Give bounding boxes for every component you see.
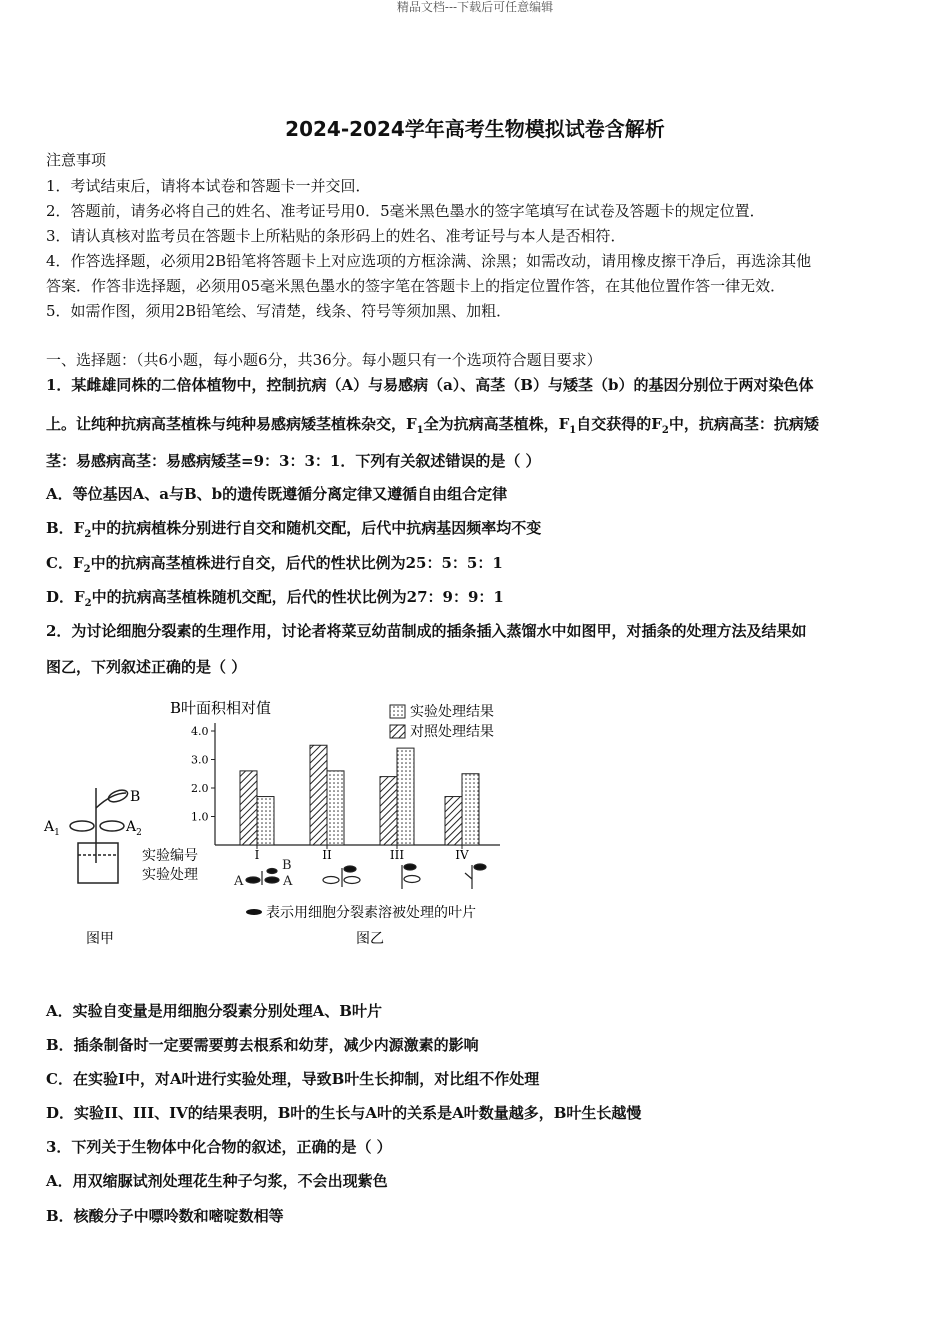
page-header: 精品文档---下载后可任意编辑 bbox=[396, 0, 554, 14]
notice-item-2: 2．答题前，请务必将自己的姓名、准考证号用0．5毫米黑色墨水的签字笔填写在试卷及答题卡的规定位置． bbox=[46, 202, 765, 220]
legend-label-control: 对照处理结果 bbox=[410, 724, 494, 740]
label-a2: $A_2$ bbox=[126, 819, 142, 838]
label-a1: $A_1$ bbox=[44, 819, 60, 838]
svg-text:A: A bbox=[283, 874, 293, 889]
q1-option-b: B．$F_2$中的抗病植株分别进行自交和随机交配，后代中抗病基因频率均不变 bbox=[46, 519, 542, 540]
q1-stem-line2: 上。让纯种抗病高茎植株与纯种易感病矮茎植株杂交，$F_1$全为抗病高茎植株，$F_1$自交获得的$F_2$中，抗病高茎：抗病矮 bbox=[46, 415, 819, 436]
figure-b-caption: 图乙 bbox=[356, 931, 384, 947]
q2-option-a: A．实验自变量是用细胞分裂素分别处理A、B叶片 bbox=[46, 1002, 382, 1020]
treatment-diagram-1 bbox=[233, 858, 293, 889]
bar-experiment-II bbox=[327, 771, 344, 845]
q3-stem: 3．下列关于生物体中化合物的叙述，正确的是（ ） bbox=[46, 1138, 392, 1156]
section-heading: 一、选择题：（共6小题，每小题6分，共36分。每小题只有一个选项符合题目要求） bbox=[46, 351, 602, 369]
x-category-label: II bbox=[322, 848, 332, 862]
q1-stem-line3: 茎：易感病高茎：易感病矮茎=9：3：3：1．下列有关叙述错误的是（ ） bbox=[46, 452, 541, 470]
treatment-note bbox=[246, 904, 476, 921]
legend-swatch-control bbox=[390, 725, 405, 738]
plant-cutting-diagram bbox=[70, 788, 129, 883]
treatment-diagram-2 bbox=[323, 866, 360, 887]
leaf-a2 bbox=[100, 821, 124, 831]
bar-experiment-III bbox=[397, 748, 414, 845]
q2-option-d: D．实验II、III、IV的结果表明，B叶的生长与A叶的关系是A叶数量越多，B叶生长越慢 bbox=[46, 1104, 642, 1122]
q1-option-a: A．等位基因A、a与B、b的遗传既遵循分离定律又遵循自由组合定律 bbox=[46, 485, 508, 503]
q1-option-d: D．$F_2$中的抗病高茎植株随机交配，后代的性状比例为27：9：9：1 bbox=[46, 588, 504, 609]
notice-item-1: 1．考试结束后，请将本试卷和答题卡一并交回． bbox=[46, 177, 371, 195]
x-category-label: IV bbox=[455, 848, 469, 862]
y-tick-label: 4.0 bbox=[191, 725, 209, 738]
q1-option-c: C．$F_2$中的抗病高茎植株进行自交，后代的性状比例为25：5：5：1 bbox=[46, 554, 503, 575]
treatment-diagrams bbox=[233, 858, 486, 889]
row-label-experiment-id: 实验编号 bbox=[142, 848, 198, 864]
chart-legend bbox=[390, 703, 494, 740]
y-tick-label: 1.0 bbox=[191, 810, 209, 824]
label-b: B bbox=[130, 789, 141, 805]
y-tick-label: 2.0 bbox=[191, 782, 209, 795]
treatment-diagram-3 bbox=[402, 864, 420, 889]
beaker bbox=[78, 843, 118, 883]
chart-y-label: B叶面积相对值 bbox=[170, 699, 272, 717]
bar-control-III bbox=[380, 777, 397, 845]
svg-text:A: A bbox=[234, 874, 244, 889]
row-label-treatment: 实验处理 bbox=[142, 867, 198, 883]
x-category-label: III bbox=[389, 848, 405, 862]
legend-swatch-experiment bbox=[390, 705, 405, 718]
svg-text:B: B bbox=[282, 858, 292, 873]
q2-option-c: C．在实验I中，对A叶进行实验处理，导致B叶生长抑制，对比组不作处理 bbox=[46, 1070, 540, 1088]
notice-heading: 注意事项 bbox=[46, 151, 107, 169]
y-tick-label: 3.0 bbox=[191, 753, 209, 767]
bar-control-I bbox=[240, 771, 257, 845]
page-title: 2024-2024学年高考生物模拟试卷含解析 bbox=[285, 117, 665, 141]
legend-label-experiment: 实验处理结果 bbox=[410, 704, 494, 720]
svg-text:表示用细胞分裂素溶被处理的叶片: 表示用细胞分裂素溶被处理的叶片 bbox=[266, 905, 476, 921]
q3-option-b: B．核酸分子中嘌呤数和嘧啶数相等 bbox=[46, 1207, 284, 1225]
treatment-diagram-4 bbox=[465, 864, 486, 889]
bar-experiment-IV bbox=[462, 774, 479, 845]
figure-a-caption: 图甲 bbox=[86, 931, 114, 947]
q3-option-a: A．用双缩脲试剂处理花生种子匀浆，不会出现紫色 bbox=[46, 1172, 388, 1190]
q2-stem-line2: 图乙，下列叙述正确的是（ ） bbox=[46, 658, 247, 676]
q2-option-b: B．插条制备时一定要需要剪去根系和幼芽，减少内源激素的影响 bbox=[46, 1036, 479, 1054]
leaf-b bbox=[107, 788, 129, 804]
notice-item-4: 4．作答选择题，必须用2B铅笔将答题卡上对应选项的方框涂满、涂黑；如需改动，请用橡皮擦干净后，再选涂其他 bbox=[46, 252, 812, 270]
notice-item-3: 3．请认真核对监考员在答题卡上所粘贴的条形码上的姓名、准考证号与本人是否相符． bbox=[46, 227, 626, 245]
x-category-label: I bbox=[254, 848, 260, 862]
bar-control-IV bbox=[445, 797, 462, 845]
notice-item-4-cont: 答案．作答非选择题，必须用05毫米黑色墨水的签字笔在答题卡上的指定位置作答，在其他位置作答一律无效． bbox=[46, 277, 786, 295]
q2-stem-line1: 2．为讨论细胞分裂素的生理作用，讨论者将菜豆幼苗制成的插条插入蒸馏水中如图甲，对插条的处理方法及结果如 bbox=[46, 622, 807, 640]
notice-item-5: 5．如需作图，须用2B铅笔绘、写清楚，线条、符号等须加黑、加粗． bbox=[46, 302, 512, 320]
q1-stem-line1: 1．某雌雄同株的二倍体植物中，控制抗病（A）与易感病（a）、高茎（B）与矮茎（b）的基因分别位于两对染色体 bbox=[46, 376, 814, 394]
bar-control-II bbox=[310, 745, 327, 845]
leaf-a1 bbox=[70, 821, 94, 831]
bar-experiment-I bbox=[257, 797, 274, 845]
experiment-figure bbox=[40, 693, 520, 953]
